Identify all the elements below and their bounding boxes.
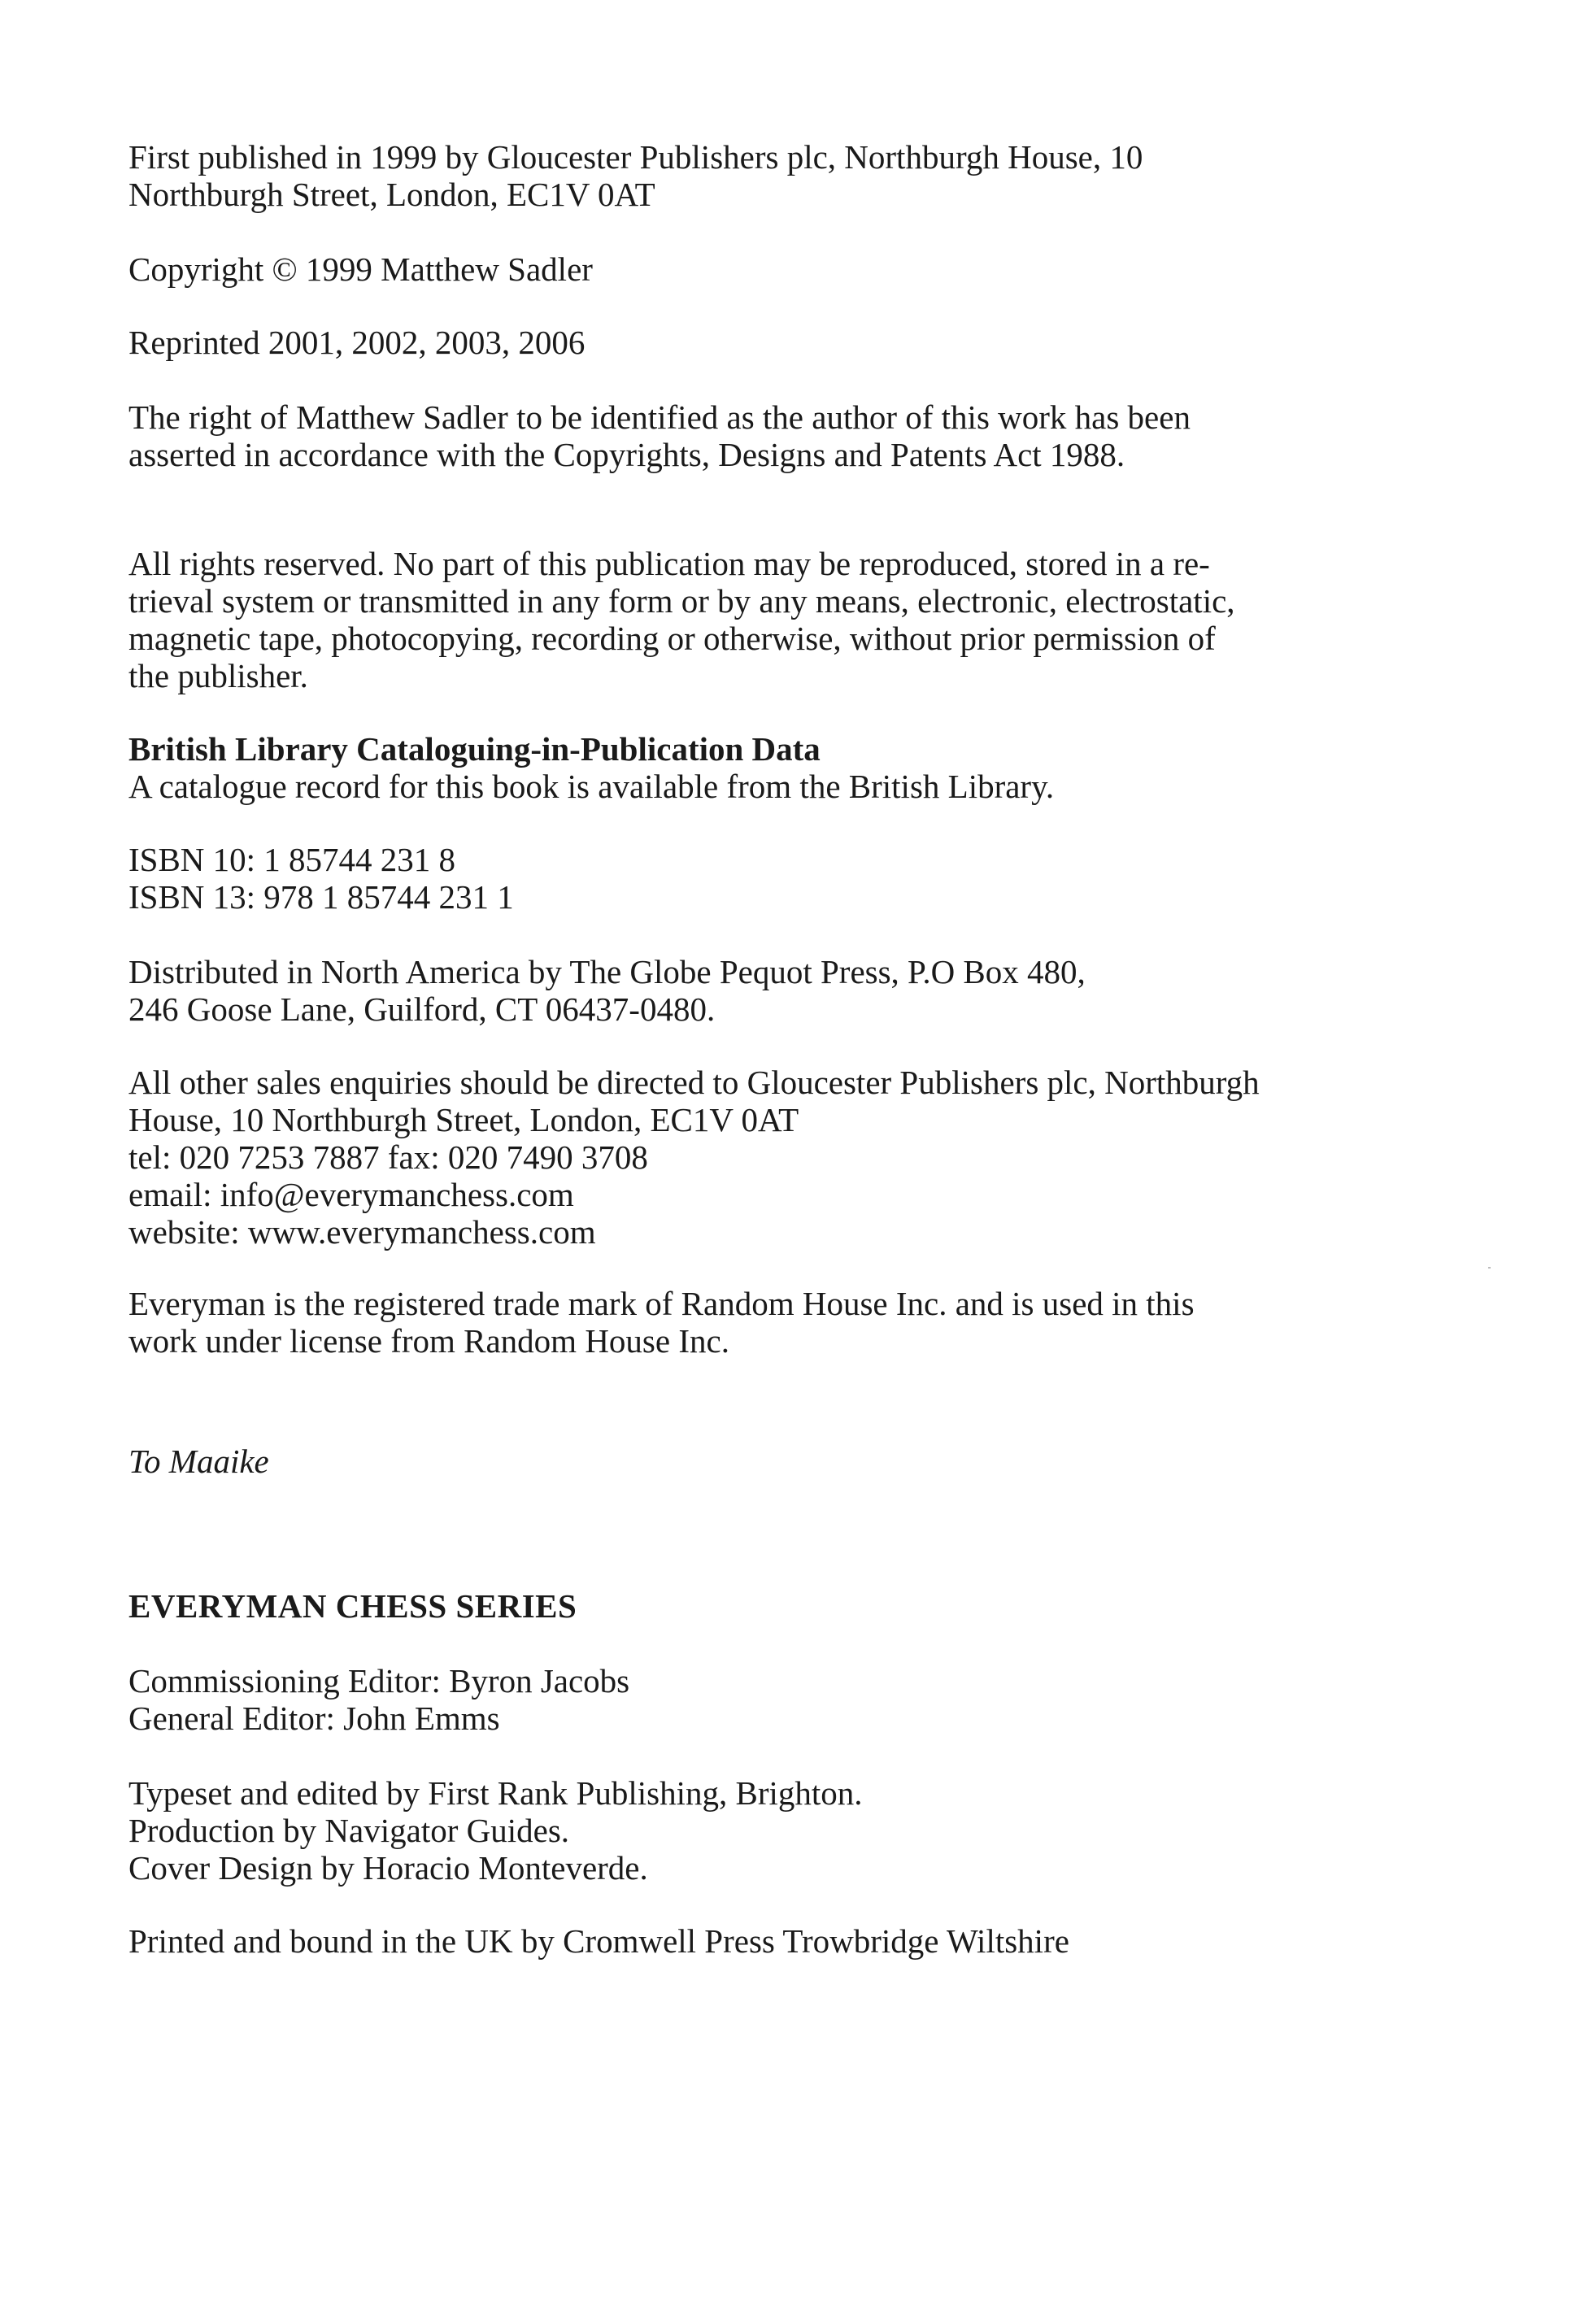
publication-line: Northburgh Street, London, EC1V 0AT (128, 176, 655, 213)
publication-line: First published in 1999 by Gloucester Publishers plc, Northburgh House, 10 (128, 138, 1143, 176)
distribution-info (128, 953, 1397, 1028)
distribution-line: Distributed in North America by The Globe Pequot Press, P.O Box 480, (128, 953, 1086, 990)
sales-website: website: www.everymanchess.com (128, 1213, 596, 1251)
sales-info (128, 1064, 1397, 1251)
production-line: Typeset and edited by First Rank Publishing, Brighton. (128, 1774, 863, 1812)
commissioning-editor: Commissioning Editor: Byron Jacobs (128, 1662, 630, 1699)
cip-data (128, 730, 1397, 805)
series-heading: EVERYMAN CHESS SERIES (128, 1587, 577, 1625)
cip-heading: British Library Cataloguing-in-Publication Data (128, 730, 821, 768)
isbn-13: ISBN 13: 978 1 85744 231 1 (128, 878, 514, 916)
reprint-info (128, 324, 1397, 361)
distribution-line: 246 Goose Lane, Guilford, CT 06437-0480. (128, 990, 716, 1028)
scan-artifact (1488, 1267, 1491, 1269)
production-line: Production by Navigator Guides. (128, 1812, 570, 1849)
rights-line: All rights reserved. No part of this publication may be reproduced, stored in a re- (128, 545, 1210, 582)
printer-info (128, 1922, 1397, 1960)
rights-line: magnetic tape, photocopying, recording or otherwise, without prior permission of (128, 620, 1216, 657)
production-info (128, 1774, 1397, 1887)
author-right-line: The right of Matthew Sadler to be identified as the author of this work has been (128, 398, 1191, 436)
isbn-info (128, 841, 1397, 916)
sales-line: All other sales enquiries should be directed to Gloucester Publishers plc, Northburgh (128, 1064, 1260, 1101)
general-editor: General Editor: John Emms (128, 1699, 500, 1737)
copyright-line: Copyright © 1999 Matthew Sadler (128, 250, 593, 288)
trademark-notice (128, 1285, 1397, 1360)
author-right-statement (128, 398, 1397, 473)
printer-line: Printed and bound in the UK by Cromwell Press Trowbridge Wiltshire (128, 1922, 1069, 1960)
isbn-10: ISBN 10: 1 85744 231 8 (128, 841, 456, 878)
copyright-notice (128, 250, 1397, 288)
dedication-text: To Maaike (128, 1443, 269, 1480)
series-info (128, 1587, 1397, 1625)
author-right-line: asserted in accordance with the Copyrights, Designs and Patents Act 1988. (128, 436, 1125, 473)
dedication (128, 1443, 1397, 1480)
sales-line: House, 10 Northburgh Street, London, EC1V 0AT (128, 1101, 799, 1138)
sales-email: email: info@everymanchess.com (128, 1176, 574, 1213)
rights-line: the publisher. (128, 657, 308, 694)
production-line: Cover Design by Horacio Monteverde. (128, 1849, 648, 1887)
rights-reserved-statement (128, 545, 1397, 694)
publication-info (128, 138, 1397, 213)
trademark-line: work under license from Random House Inc. (128, 1322, 729, 1360)
sales-phone-fax: tel: 020 7253 7887 fax: 020 7490 3708 (128, 1138, 648, 1176)
cip-text: A catalogue record for this book is available from the British Library. (128, 768, 1055, 805)
trademark-line: Everyman is the registered trade mark of Random House Inc. and is used in this (128, 1285, 1195, 1322)
reprint-line: Reprinted 2001, 2002, 2003, 2006 (128, 324, 586, 361)
editors-info (128, 1662, 1397, 1737)
rights-line: trieval system or transmitted in any form or by any means, electronic, electrostatic, (128, 582, 1235, 620)
